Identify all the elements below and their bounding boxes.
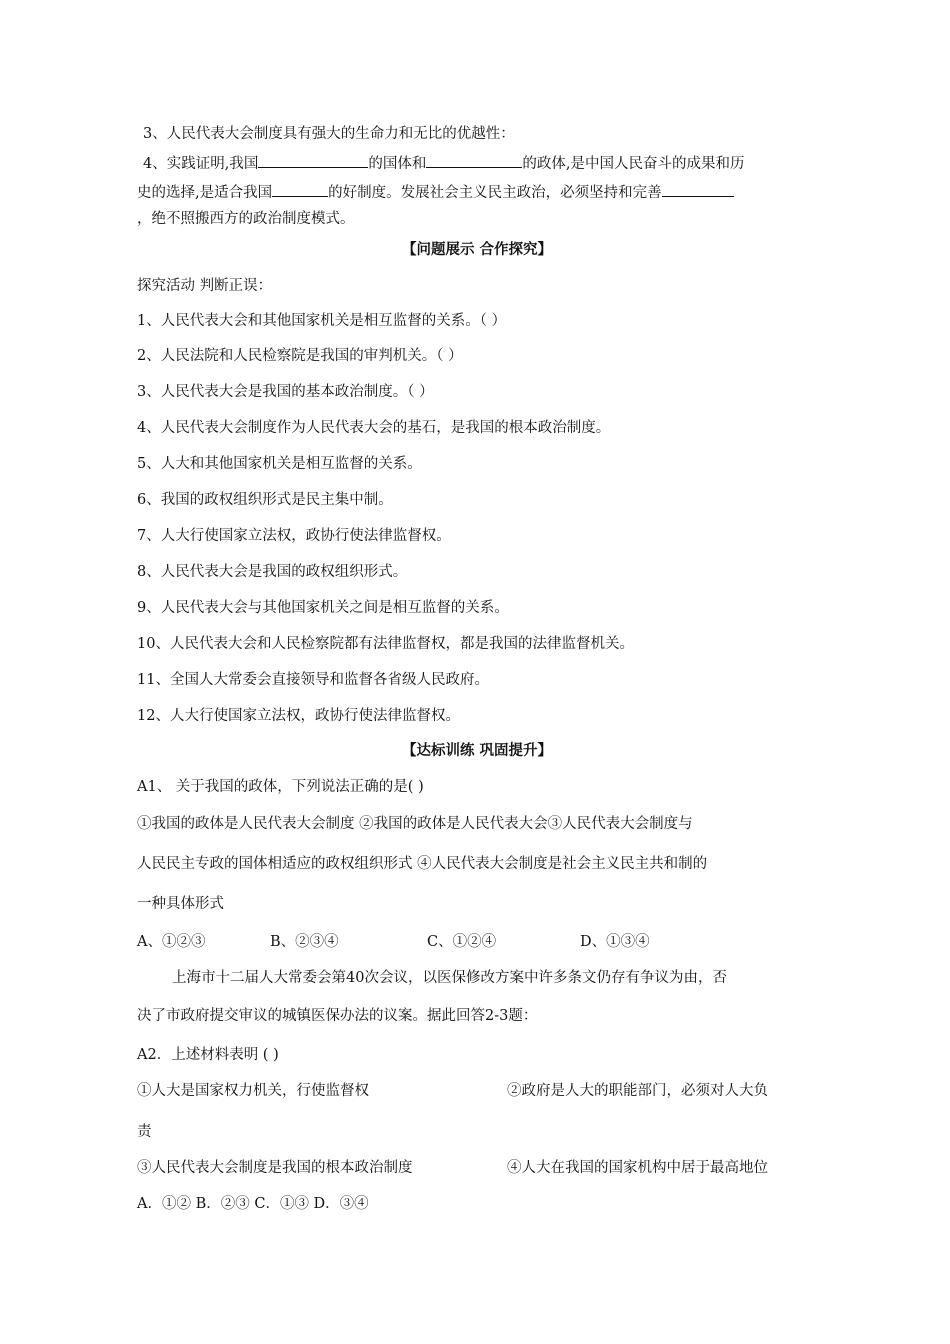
question-a1-option-b: B、②③④	[270, 934, 339, 950]
question-a2-stem: A2．上述材料表明 ( )	[137, 1047, 279, 1063]
section-heading-explore: 【问题展示 合作探究】	[401, 242, 553, 258]
question-a1-stem: A1、 关于我国的政体，下列说法正确的是( )	[137, 779, 424, 795]
material-line-1: 上海市十二届人大常委会第40次会议，以医保修改方案中许多条文仍存有争议为由，否	[172, 970, 727, 986]
judge-item-7: 7、人大行使国家立法权，政协行使法律监督权。	[137, 528, 451, 544]
question-a2-option-1: ①人大是国家权力机关，行使监督权	[137, 1083, 369, 1099]
judge-item-6: 6、我国的政权组织形式是民主集中制。	[137, 492, 393, 508]
judge-item-8: 8、人民代表大会是我国的政权组织形式。	[137, 564, 408, 580]
fill-blank-2[interactable]	[426, 153, 522, 168]
question-a2-answers: A．①② B．②③ C．①③ D．③④	[137, 1196, 369, 1212]
intro-item-4-line-1: 4、实践证明,我国 的国体和 的政体,是中国人民奋斗的成果和历	[143, 153, 744, 174]
question-a1-line-2: 人民民主专政的国体相适应的政权组织形式 ④人民代表大会制度是社会主义民主共和制的	[137, 856, 708, 872]
question-a2-option-3: ③人民代表大会制度是我国的根本政治制度	[137, 1160, 413, 1176]
judge-item-12: 12、人大行使国家立法权，政协行使法律监督权。	[137, 708, 460, 724]
question-a1-option-d: D、①③④	[580, 934, 650, 950]
question-a1-line-1: ①我国的政体是人民代表大会制度 ②我国的政体是人民代表大会③人民代表大会制度与	[137, 816, 693, 832]
judge-item-5: 5、人大和其他国家机关是相互监督的关系。	[137, 456, 422, 472]
fill-blank-3[interactable]	[272, 182, 328, 197]
activity-label: 探究活动 判断正误：	[137, 278, 273, 294]
section-heading-practice: 【达标训练 巩固提升】	[401, 743, 553, 759]
question-a1-option-a: A、①②③	[137, 934, 206, 950]
question-a2-option-2: ②政府是人大的职能部门，必须对人大负	[507, 1083, 768, 1099]
fill-blank-4[interactable]	[662, 182, 734, 197]
judge-item-4: 4、人民代表大会制度作为人民代表大会的基石，是我国的根本政治制度。	[137, 420, 611, 436]
question-a2-option-4: ④人大在我国的国家机构中居于最高地位	[507, 1160, 768, 1176]
judge-item-2: 2、人民法院和人民检察院是我国的审判机关。（ ）	[137, 348, 463, 364]
question-a1-line-3: 一种具体形式	[137, 896, 224, 912]
fill-blank-1[interactable]	[258, 153, 368, 168]
judge-item-10: 10、人民代表大会和人民检察院都有法律监督权，都是我国的法律监督机关。	[137, 636, 634, 652]
judge-item-3: 3、人民代表大会是我国的基本政治制度。（ ）	[137, 384, 434, 400]
material-line-2: 决了市政府提交审议的城镇医保办法的议案。据此回答2-3题：	[137, 1008, 538, 1024]
intro-item-3: 3、人民代表大会制度具有强大的生命力和无比的优越性：	[143, 126, 515, 142]
judge-item-11: 11、全国人大常委会直接领导和监督各省级人民政府。	[137, 672, 489, 688]
intro-item-4-line-3: ，绝不照搬西方的政治制度模式。	[137, 211, 355, 227]
question-a2-option-2-continued: 责	[137, 1124, 152, 1140]
judge-item-1: 1、人民代表大会和其他国家机关是相互监督的关系。（ ）	[137, 313, 507, 329]
intro-item-4-line-2: 史的选择,是适合我国 的好制度。发展社会主义民主政治，必须坚持和完善	[137, 182, 734, 203]
question-a1-option-c: C、①②④	[427, 934, 497, 950]
judge-item-9: 9、人民代表大会与其他国家机关之间是相互监督的关系。	[137, 600, 509, 616]
